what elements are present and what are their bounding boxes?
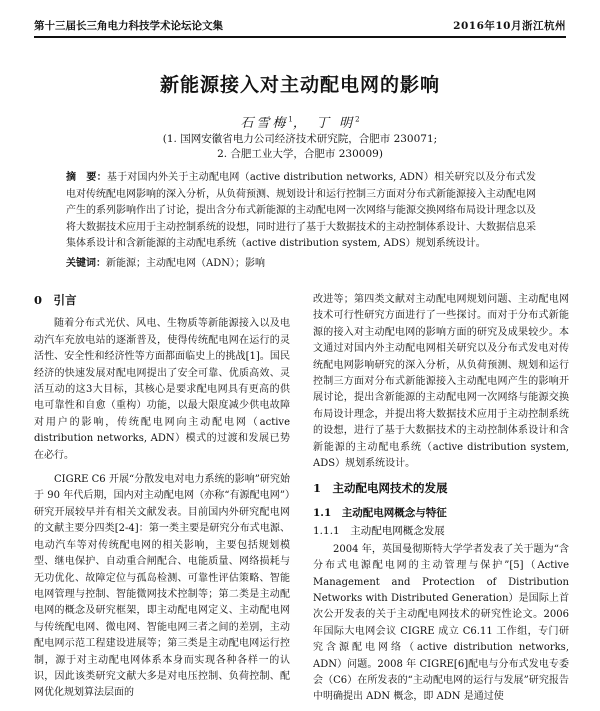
- keywords-label: 关键词：: [66, 258, 106, 269]
- subsubsection-heading: 1.1.1 主动配电网概念发展: [313, 525, 445, 538]
- abstract-label: 摘 要：: [66, 172, 107, 183]
- running-header: [34, 18, 566, 38]
- left-column: [34, 292, 290, 702]
- keywords-text: 新能源；主动配电网（ADN）；影响: [106, 258, 265, 269]
- subsection-heading: 1.1 主动配电网概念与特征: [313, 506, 447, 519]
- body-paragraph: CIGRE C6 开展“分散发电对电力系统的影响”研究始于 90 年代后期，国内对主动配电网（亦称“有源配电网”）研究开展较早并有相关文献发表。目前国内外研究配电网的文献主要分四类[2-4]：第一类主要是研究分布式电源、电动汽车等对传统配电网的相关影响，主要包括规划模型、继电保护、自动重合闸配合、电能质量、网络损耗与无功优化、故障定位与孤岛检测、可靠性评估策略、智能电网管理与控制、智能微网技术控制等；第二类是主动配电网的概念及研究框架，即主动配电网定义、主动配电网与传统配电网、微电网、智能电网三者之间的差别，主动配电网示范工程建设进展等；第三类是主动配电网运行控制，源于对主动配电网体系本身而实现各种各样一的认识，因此该类研究文献大多是对电压控制、负荷控制、配网优化规划算法层面的: [34, 474, 290, 699]
- abstract: [66, 170, 536, 253]
- body-paragraph: 2004 年，英国曼彻斯特大学学者发表了关于题为“含分布式电源配电网的主动管理与保护”[5]（Active Management and Protection of Distribution Networks with Distributed Generation）是国际上首次公开发表的关于主动配电网技术的研究性论文。2006 年国际大电网会议 CIGRE 成立 C6.11 工作组，专门研究含源配电网络（active distribution networks, ADN）问题。2008 年 CIGRE[6]配电与分布式发电专委会（C6）在所发表的“主动配电网的运行与发展”研究报告中明确提出 ADN 概念，即 ADN 是通过使: [313, 543, 569, 703]
- section-heading: 1 主动配电网技术的发展: [313, 481, 448, 496]
- author-name: 石雪梅: [240, 116, 289, 131]
- author-line: 石雪梅$^1$， 丁 明$^2$: [240, 115, 360, 131]
- affiliation-1: (1. 国网安徽省电力公司经济技术研究院，合肥市 230071;: [162, 133, 438, 145]
- abstract-text: 基于对国内外关于主动配电网（active distribution networks, ADN）相关研究以及分布式发电对传统配电网影响的深入分析，从负荷预测、规划设计和运行控制三方面对分布式新能源接入主动配电网产生的系列影响作出了讨论，提出含分布式新能源的主动配电网一次网络与能源交换网络布局设计理念以及将大数据技术应用于主动控制系统的设想，同时进行了基于大数据技术的主动控制体系设计、大数据信息采集体系设计和含新能源的主动配电系统（active distribution system, ADS）规划系统设计。: [66, 172, 537, 249]
- header-conference: 第十三届长三角电力科技学术论坛论文集: [34, 20, 223, 32]
- right-column: [313, 292, 569, 706]
- section-heading: 0 引言: [34, 293, 77, 307]
- header-date-location: 2016年10月浙江杭州: [453, 20, 566, 32]
- author-affil-mark: 2: [355, 115, 360, 124]
- body-paragraph: 随着分布式光伏、风电、生物质等新能源接入以及电动汽车充放电站的逐渐普及，使得传统配电网在运行的灵活性、安全性和经济性等方面都面临史上的挑战[1]。国民经济的快速发展对配电网提出了安全可靠、优质高效、灵活互动的这3大目标，其核心是要求配电网具有更高的供电可靠性和自愈（重构）功能，以最大限度减少供电故障对用户的影响，传统配电网向主动配电网（active distribution networks, ADN）模式的过渡和发展已势在必行。: [34, 318, 290, 461]
- author-name: 丁 明: [316, 116, 356, 131]
- keywords: [66, 254, 536, 269]
- paper-title: 新能源接入对主动配电网的影响: [159, 74, 440, 96]
- affiliation-2: 2. 合肥工业大学，合肥市 230009): [217, 148, 383, 160]
- body-paragraph: 改进等；第四类文献对主动配电网规划问题、主动配电网技术可行性研究方面进行了一些探讨。而对于分布式新能源的接入对主动配电网的影响方面的研究及成果较少。本文通过对国内外主动配电网相关研究以及分布式发电对传统配电网影响研究的深入分析，从负荷预测、规划和运行控制三方面对分布式新能源接入主动配电网产生的影响开展讨论，提出含新能源的主动配电网一次网络与能源交换布局设计理念，并提出将大数据技术应用于主动控制系统的设想，进行了基于大数据技术的主动控制体系设计和含新能源的主动配电系统（active distribution system, ADS）规划系统设计。: [313, 294, 569, 470]
- author-affil-mark: 1: [288, 115, 293, 124]
